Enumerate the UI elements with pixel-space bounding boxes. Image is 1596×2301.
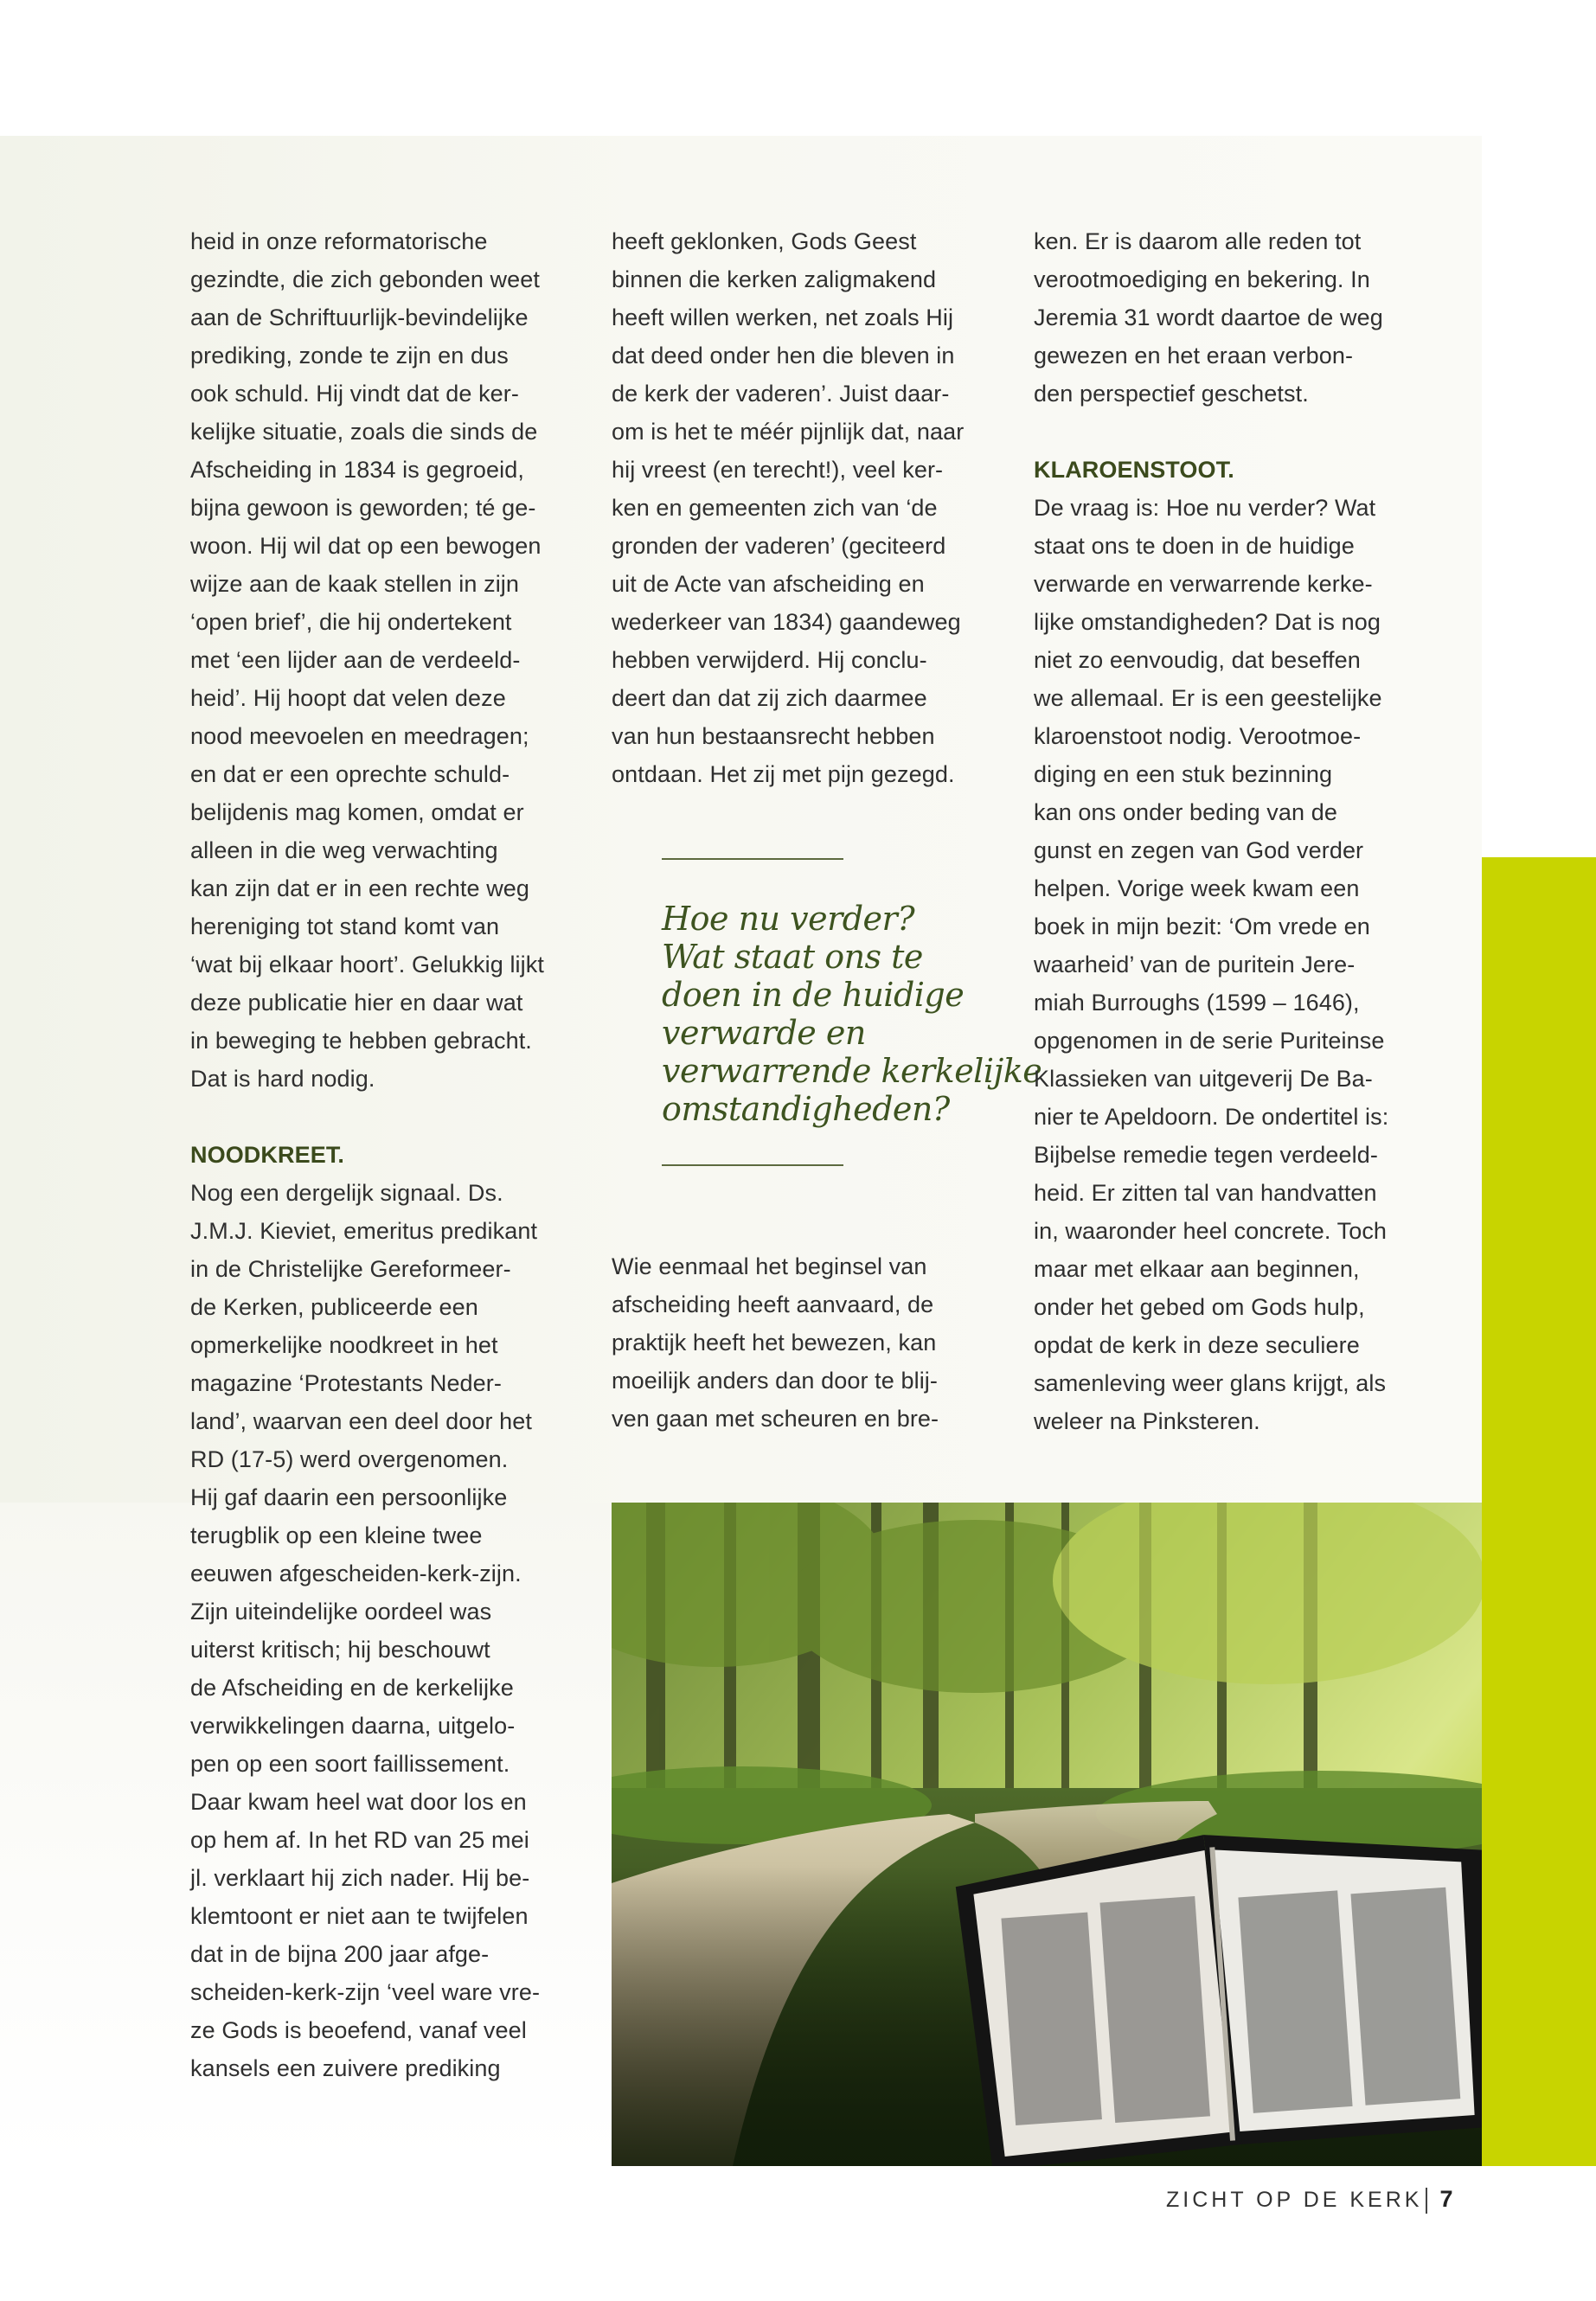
text-line: hebben verwijderd. Hij conclu- — [612, 647, 927, 673]
text-line: in, waaronder heel concrete. Toch — [1034, 1218, 1388, 1244]
text-line: wijze aan de kaak stellen in zijn — [190, 571, 520, 597]
text-line: uiterst kritisch; hij beschouwt — [190, 1637, 490, 1663]
text-line: doen in de huidige — [662, 976, 965, 1014]
text-line: om is het te méér pijnlijk dat, naar — [612, 419, 965, 445]
text-line: we allemaal. Er is een geestelijke — [1034, 685, 1382, 711]
text-line: omstandigheden? — [662, 1090, 950, 1128]
text-line: Bijbelse remedie tegen verdeeld- — [1034, 1142, 1378, 1168]
text-line: heid’. Hij hoopt dat velen deze — [190, 685, 506, 711]
text-line: opgenomen in de serie Puriteinse — [1034, 1028, 1385, 1054]
text-line: weleer na Pinksteren. — [1034, 1408, 1260, 1434]
text-line: moeilijk anders dan door te blij- — [612, 1368, 938, 1394]
pull-quote — [662, 900, 1042, 1128]
text-line: Daar kwam heel wat door los en — [190, 1789, 527, 1815]
text-line: op hem af. In het RD van 25 mei — [190, 1827, 529, 1853]
text-line: Hoe nu verder? — [662, 900, 915, 938]
text-line: ze Gods is beoefend, vanaf veel — [190, 2017, 527, 2043]
text-line: verootmoediging en bekering. In — [1034, 266, 1370, 292]
text-line: J.M.J. Kieviet, emeritus predikant — [190, 1218, 538, 1244]
text-line: afscheiding heeft aanvaard, de — [612, 1292, 934, 1317]
text-line: ontdaan. Het zij met pijn gezegd. — [612, 761, 955, 787]
text-line: Afscheiding in 1834 is gegroeid, — [190, 457, 524, 483]
text-line: scheiden-kerk-zijn ‘veel ware vre- — [190, 1979, 541, 2005]
text-line: klemtoont er niet aan te twijfelen — [190, 1903, 529, 1929]
text-line: dat in de bijna 200 jaar afge- — [190, 1941, 490, 1967]
text-line: pen op een soort faillissement. — [190, 1751, 510, 1777]
text-line: den perspectief geschetst. — [1034, 381, 1309, 407]
text-line: prediking, zonde te zijn en dus — [190, 343, 509, 369]
text-line: verwarde en verwarrende kerke- — [1034, 571, 1373, 597]
text-line: ‘open brief’, die hij ondertekent — [190, 609, 512, 635]
text-line: gewezen en het eraan verbon- — [1034, 343, 1354, 369]
text-line: land’, waarvan een deel door het — [190, 1408, 532, 1434]
text-line: boek in mijn bezit: ‘Om vrede en — [1034, 913, 1370, 939]
text-line: ‘wat bij elkaar hoort’. Gelukkig lijkt — [190, 952, 544, 977]
foliage — [612, 1503, 1482, 1693]
text-line: ken en gemeenten zich van ‘de — [612, 495, 938, 521]
text-line: wederkeer van 1834) gaandeweg — [612, 609, 961, 635]
text-line: ken. Er is daarom alle reden tot — [1034, 228, 1362, 254]
column-1-paragraph-1 — [190, 222, 571, 1098]
text-line: de kerk der vaderen’. Juist daar- — [612, 381, 950, 407]
section-heading-klaroenstoot: KLAROENSTOOT. — [1034, 457, 1234, 483]
column-1 — [190, 222, 571, 2087]
text-line: ook schuld. Hij vindt dat de ker- — [190, 381, 519, 407]
text-line: opmerkelijke noodkreet in het — [190, 1332, 498, 1358]
text-line: heid in onze reformatorische — [190, 228, 488, 254]
column-3-paragraph-1 — [1034, 222, 1423, 413]
text-line: Zijn uiteindelijke oordeel was — [190, 1599, 492, 1625]
text-line: hij vreest (en terecht!), veel ker- — [612, 457, 944, 483]
column-3 — [1034, 222, 1423, 1440]
text-line: ven gaan met scheuren en bre- — [612, 1406, 939, 1432]
text-line: klaroenstoot nodig. Verootmoe- — [1034, 723, 1362, 749]
text-line: helpen. Vorige week kwam een — [1034, 875, 1360, 901]
footer-divider — [1426, 2188, 1427, 2214]
text-line: hereniging tot stand komt van — [190, 913, 500, 939]
page-number: 7 — [1439, 2186, 1453, 2212]
text-line: kelijke situatie, zoals die sinds de — [190, 419, 538, 445]
column-2-paragraph-1 — [612, 222, 1001, 793]
text-line: kan zijn dat er in een rechte weg — [190, 875, 530, 901]
text-line: jl. verklaart hij zich nader. Hij be- — [190, 1865, 530, 1891]
text-line: in beweging te hebben gebracht. — [190, 1028, 532, 1054]
text-line: eeuwen afgescheiden-kerk-zijn. — [190, 1561, 522, 1586]
text-line: onder het gebed om Gods hulp, — [1034, 1294, 1365, 1320]
text-line: deert dan dat zij zich daarmee — [612, 685, 927, 711]
column-2-paragraph-2 — [612, 1247, 1001, 1438]
text-line: kan ons onder beding van de — [1034, 799, 1337, 825]
text-line: terugblik op een kleine twee — [190, 1522, 483, 1548]
text-line: uit de Acte van afscheiding en — [612, 571, 925, 597]
text-line: staat ons te doen in de huidige — [1034, 533, 1355, 559]
text-line: Wie eenmaal het beginsel van — [612, 1253, 927, 1279]
text-line: lijke omstandigheden? Dat is nog — [1034, 609, 1381, 635]
text-line: niet zo eenvoudig, dat beseffen — [1034, 647, 1361, 673]
magazine-title: ZICHT OP DE KERK — [1166, 2188, 1423, 2212]
pull-quote-rule-bottom — [662, 1164, 843, 1166]
text-line: samenleving weer glans krijgt, als — [1034, 1370, 1387, 1396]
text-line: binnen die kerken zaligmakend — [612, 266, 937, 292]
text-line: magazine ‘Protestants Neder- — [190, 1370, 502, 1396]
text-line: heeft willen werken, net zoals Hij — [612, 304, 954, 330]
text-line: gezindte, die zich gebonden weet — [190, 266, 540, 292]
text-line: Dat is hard nodig. — [190, 1066, 375, 1092]
text-line: verwarrende kerkelijke — [662, 1052, 1042, 1090]
text-line: aan de Schriftuurlijk-bevindelijke — [190, 304, 529, 330]
text-line: heeft geklonken, Gods Geest — [612, 228, 917, 254]
text-line: De vraag is: Hoe nu verder? Wat — [1034, 495, 1376, 521]
text-line: Jeremia 31 wordt daartoe de weg — [1034, 304, 1383, 330]
pull-quote-rule-top — [662, 858, 843, 860]
column-3-paragraph-2 — [1034, 489, 1423, 1440]
text-line: verwarde en — [662, 1014, 866, 1052]
text-line: Klassieken van uitgeverij De Ba- — [1034, 1066, 1373, 1092]
section-heading-noodkreet: NOODKREET. — [190, 1142, 345, 1168]
text-line: in de Christelijke Gereformeer- — [190, 1256, 511, 1282]
text-line: bijna gewoon is geworden; té ge- — [190, 495, 536, 521]
text-line: woon. Hij wil dat op een bewogen — [190, 533, 542, 559]
text-line: miah Burroughs (1599 – 1646), — [1034, 990, 1360, 1016]
text-line: gronden der vaderen’ (geciteerd — [612, 533, 946, 559]
text-line: nier te Apeldoorn. De ondertitel is: — [1034, 1104, 1389, 1130]
text-line: belijdenis mag komen, omdat er — [190, 799, 524, 825]
text-line: deze publicatie hier en daar wat — [190, 990, 523, 1016]
text-line: dat deed onder hen die bleven in — [612, 343, 955, 369]
column-2-continued — [612, 1247, 1001, 1438]
text-line: van hun bestaansrecht hebben — [612, 723, 935, 749]
text-line: waarheid’ van de puritein Jere- — [1034, 952, 1356, 977]
text-line: opdat de kerk in deze seculiere — [1034, 1332, 1360, 1358]
page-footer — [1166, 2186, 1453, 2214]
column-2 — [612, 222, 1001, 793]
text-line: kansels een zuivere prediking — [190, 2055, 501, 2081]
column-1-paragraph-2 — [190, 1174, 571, 2087]
forest-path-bible-photo — [612, 1503, 1482, 2166]
text-line: verwikkelingen daarna, uitgelo- — [190, 1713, 516, 1739]
text-line: nood meevoelen en meedragen; — [190, 723, 529, 749]
text-line: gunst en zegen van God verder — [1034, 837, 1364, 863]
text-line: RD (17-5) werd overgenomen. — [190, 1446, 509, 1472]
text-line: Nog een dergelijk signaal. Ds. — [190, 1180, 503, 1206]
text-line: maar met elkaar aan beginnen, — [1034, 1256, 1360, 1282]
text-line: praktijk heeft het bewezen, kan — [612, 1330, 937, 1356]
text-line: de Kerken, publiceerde een — [190, 1294, 478, 1320]
text-line: Hij gaf daarin een persoonlijke — [190, 1484, 508, 1510]
text-line: en dat er een oprechte schuld- — [190, 761, 510, 787]
text-line: de Afscheiding en de kerkelijke — [190, 1675, 514, 1701]
text-line: Wat staat ons te — [662, 938, 923, 976]
text-line: alleen in die weg verwachting — [190, 837, 498, 863]
text-line: met ‘een lijder aan de verdeeld- — [190, 647, 521, 673]
text-line: heid. Er zitten tal van handvatten — [1034, 1180, 1377, 1206]
text-line: diging en een stuk bezinning — [1034, 761, 1333, 787]
accent-color-bar — [1482, 857, 1596, 2166]
